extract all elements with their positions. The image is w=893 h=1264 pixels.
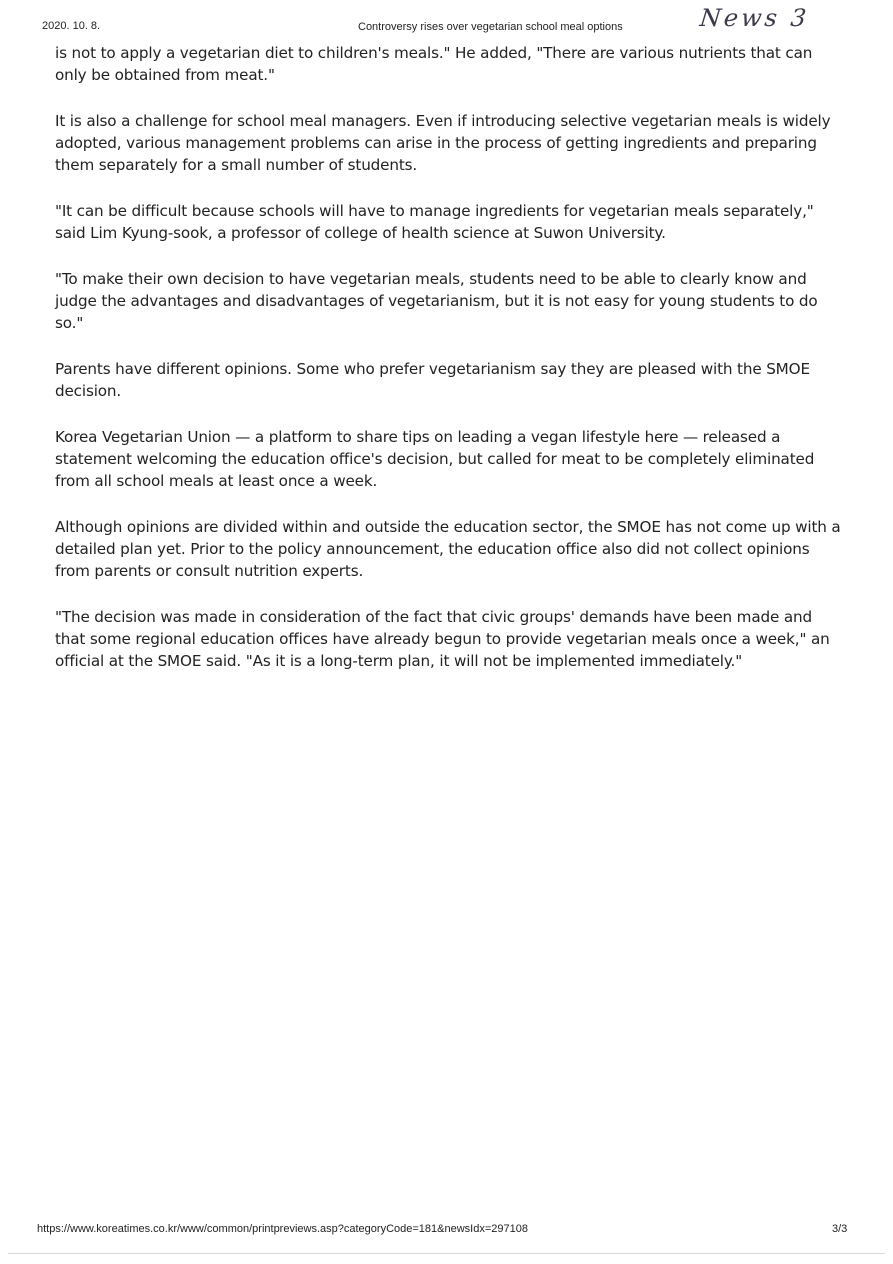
page-number: 3/3 bbox=[832, 1223, 848, 1235]
print-date: 2020. 10. 8. bbox=[42, 20, 101, 32]
handwritten-note: News 3 bbox=[698, 4, 811, 32]
paragraph-1: is not to apply a vegetarian diet to children's meals." He added, "There are various nutrients that can only be obtained from meat." bbox=[55, 44, 813, 84]
paragraph-4: "To make their own decision to have vegetarian meals, students need to be able to clearly know and judge the advantages and disadvantages of vegetarianism, but it is not easy for young students to do so." bbox=[55, 270, 818, 332]
paragraph-6: Korea Vegetarian Union — a platform to share tips on leading a vegan lifestyle here — released a statement welcoming the education office's decision, but called for meat to be completely eliminated from all school meals at least once a week. bbox=[55, 428, 815, 490]
paragraph-3: "It can be difficult because schools will have to manage ingredients for vegetarian meals separately," said Lim Kyung-sook, a professor of college of health science at Suwon University. bbox=[55, 202, 814, 242]
page-title: Controversy rises over vegetarian school meal options bbox=[358, 21, 623, 33]
source-url: https://www.koreatimes.co.kr/www/common/printpreviews.asp?categoryCode=181&newsIdx=297108 bbox=[37, 1223, 528, 1235]
paragraph-8: "The decision was made in consideration of the fact that civic groups' demands have been made and that some regional education offices have already begun to provide vegetarian meals once a week," an official at the SMOE said. "As it is a long-term plan, it will not be implemented immediately." bbox=[55, 608, 830, 670]
paragraph-5: Parents have different opinions. Some who prefer vegetarianism say they are pleased with the SMOE decision. bbox=[55, 360, 810, 400]
paragraph-7: Although opinions are divided within and outside the education sector, the SMOE has not come up with a detailed plan yet. Prior to the policy announcement, the education office also did not collect opinions from parents or consult nutrition experts. bbox=[55, 518, 841, 580]
paragraph-2: It is also a challenge for school meal managers. Even if introducing selective vegetarian meals is widely adopted, various management problems can arise in the process of getting ingredients and preparing them separately for a small number of students. bbox=[55, 112, 831, 174]
footer-divider bbox=[8, 1253, 885, 1254]
article-body bbox=[55, 42, 845, 696]
